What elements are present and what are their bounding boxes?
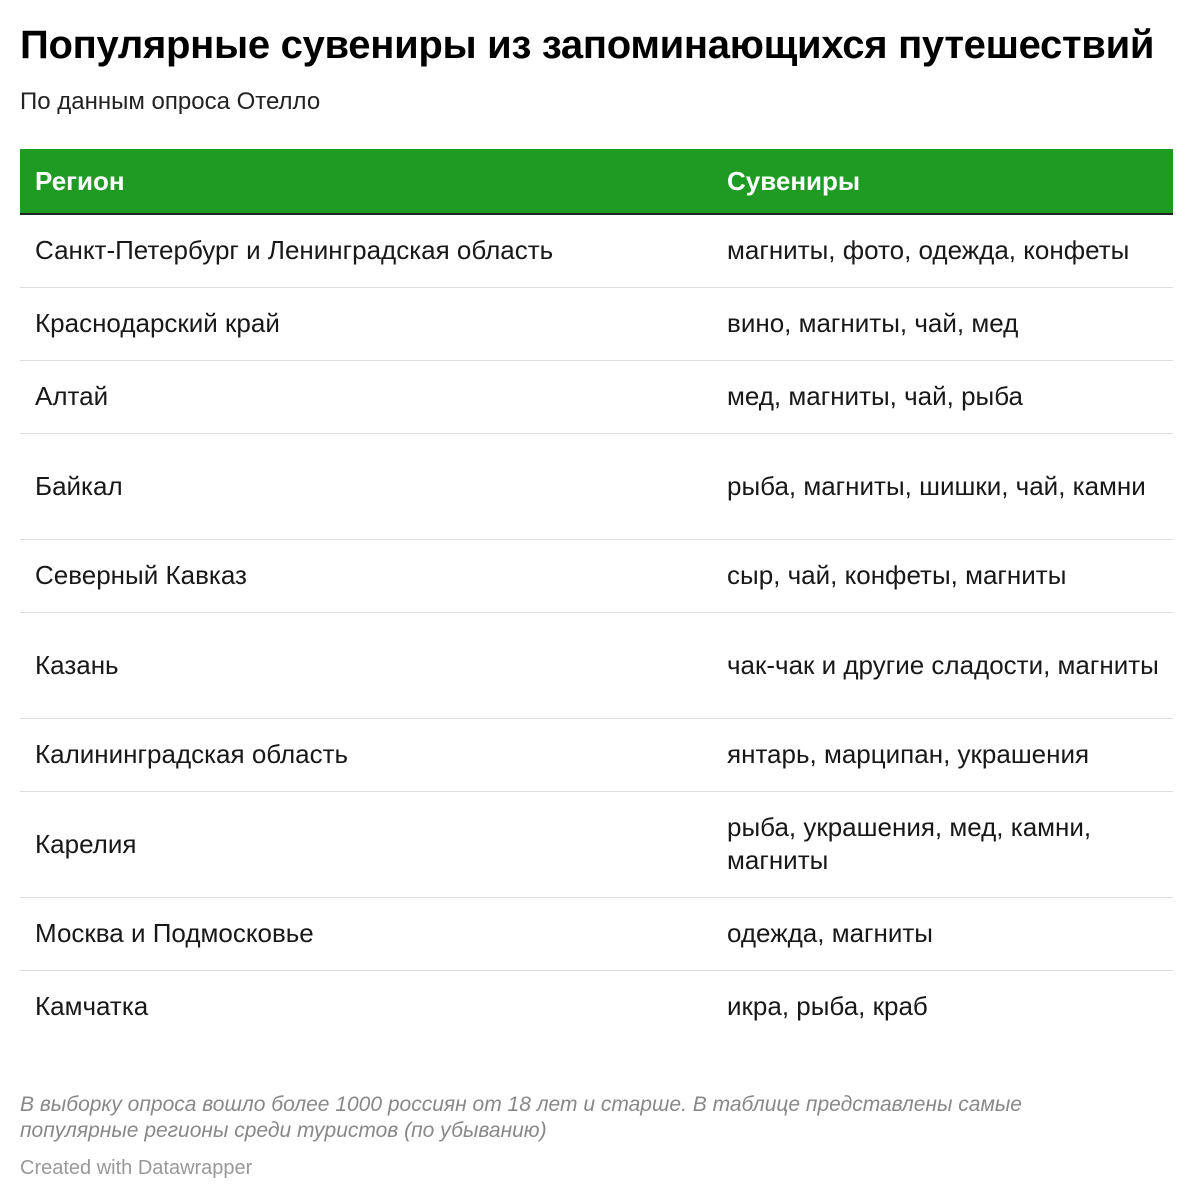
table-row <box>20 897 1173 970</box>
souvenirs-cell: рыба, украшения, мед, камни, магниты <box>712 791 1173 897</box>
table-row <box>20 612 1173 718</box>
souvenirs-cell: чак-чак и другие сладости, магниты <box>712 612 1173 718</box>
souvenirs-cell: вино, магниты, чай, мед <box>712 287 1173 360</box>
souvenir-table <box>20 149 1173 1043</box>
chart-notes: В выборку опроса вошло более 1000 россиян от 18 лет и старше. В таблице представлены самые популярные регионы среди туристов (по убыванию) <box>20 1093 1022 1142</box>
region-cell: Карелия <box>20 791 712 897</box>
region-cell: Алтай <box>20 360 712 433</box>
column-header-region[interactable]: Регион <box>20 149 712 214</box>
souvenirs-cell: мед, магниты, чай, рыба <box>712 360 1173 433</box>
table-row <box>20 791 1173 897</box>
table-row <box>20 433 1173 539</box>
region-cell: Санкт-Петербург и Ленинградская область <box>20 214 712 287</box>
datawrapper-credit[interactable]: Created with Datawrapper <box>20 1157 253 1179</box>
region-cell: Москва и Подмосковье <box>20 897 712 970</box>
chart-container <box>20 0 1173 1043</box>
region-cell: Северный Кавказ <box>20 539 712 612</box>
region-cell: Камчатка <box>35 991 149 1022</box>
souvenirs-cell: рыба, магниты, шишки, чай, камни <box>712 433 1173 539</box>
chart-subtitle: По данным опроса Отелло <box>20 88 321 115</box>
region-cell: Калининградская область <box>20 718 712 791</box>
souvenirs-cell: янтарь, марципан, украшения <box>712 718 1173 791</box>
table-row <box>20 287 1173 360</box>
table-row <box>20 970 1173 1043</box>
souvenirs-cell: икра, рыба, краб <box>727 991 928 1022</box>
table-row <box>20 360 1173 433</box>
region-cell: Казань <box>20 612 712 718</box>
souvenirs-cell: магниты, фото, одежда, конфеты <box>712 214 1173 287</box>
souvenirs-cell: сыр, чай, конфеты, магниты <box>712 539 1173 612</box>
table-row <box>20 539 1173 612</box>
chart-title: Популярные сувениры из запоминающихся путешествий <box>20 23 1155 67</box>
table-row <box>20 718 1173 791</box>
region-cell: Краснодарский край <box>20 287 712 360</box>
region-cell: Байкал <box>20 433 712 539</box>
table-row <box>20 214 1173 287</box>
souvenirs-cell: одежда, магниты <box>712 897 1173 970</box>
column-header-souvenirs[interactable]: Сувениры <box>712 149 1173 214</box>
table-header-row <box>20 149 1173 214</box>
